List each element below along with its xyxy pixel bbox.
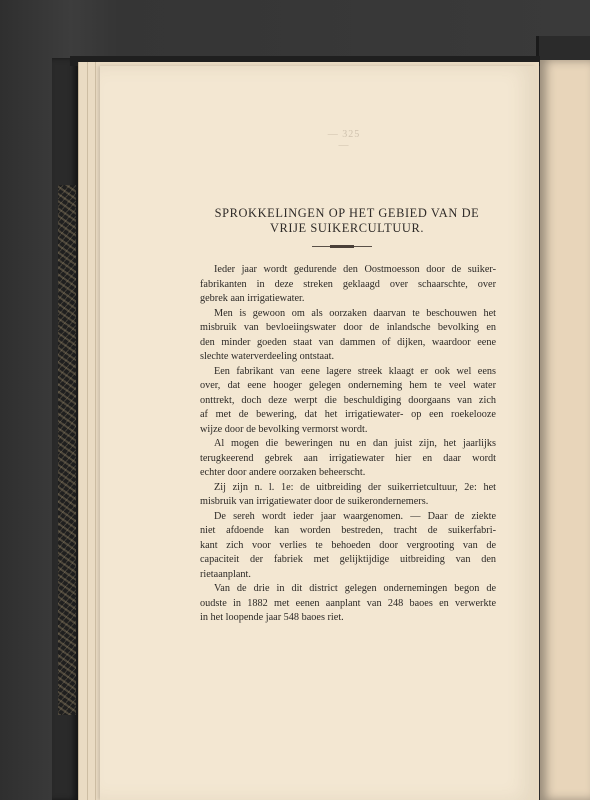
title-line-1: SPROKKELINGEN OP HET GEBIED VAN DE bbox=[214, 206, 480, 220]
body-line: terugkeerend gebrek aan irrigatiewater hier en daar wordt bbox=[200, 452, 496, 464]
body-line: onttrekt, doch deze werpt die beschuldiging doorgaans van zich bbox=[200, 394, 496, 406]
body-line: af met de bewering, dat het irrigatiewater- op een roekelooze bbox=[200, 409, 496, 420]
body-line: kant zich voor verlies te behoeden door vergrooting van de bbox=[200, 539, 496, 551]
adjacent-page bbox=[540, 60, 590, 800]
body-line: echter door andere oorzaken beheerscht. bbox=[200, 467, 366, 478]
body-line: Zij zijn n. l. 1e: de uitbreiding der suikerrietcultuur, 2e: het bbox=[214, 481, 496, 493]
body-line: De sereh wordt ieder jaar waargenomen. — Daar de ziekte bbox=[214, 510, 496, 522]
body-line: niet afdoende kan worden bestreden, tracht de suikerfabri- bbox=[200, 525, 496, 536]
body-line: den minder goeden staat van dammen of dijken, waardoor eene bbox=[200, 336, 496, 348]
body-line: misbruik van bevloeiingswater door de inlandsche bevolking en bbox=[200, 322, 496, 333]
body-line: misbruik van irrigatiewater door de suikerondernemers. bbox=[200, 496, 429, 507]
body-line: oudste in 1882 met eenen aanplant van 248 baoes en verwerkte bbox=[200, 597, 496, 609]
body-line: capaciteit der fabriek met gelijktijdige uitbreiding van den bbox=[200, 554, 496, 565]
body-line: Een fabrikant van eene lagere streek klaagt er ook wel eens bbox=[214, 365, 496, 377]
body-line: fabrikanten in deze streken geklaagd over schaarschte, over bbox=[200, 278, 496, 290]
body-line: rietaanplant. bbox=[200, 568, 251, 580]
body-line: Men is gewoon om als oorzaken daarvan te beschouwen het bbox=[214, 307, 496, 319]
body-line: Van de drie in dit district gelegen ondernemingen begon de bbox=[214, 583, 496, 594]
body-line: in het loopende jaar 548 baoes riet. bbox=[200, 612, 344, 623]
title-line-2: VRIJE SUIKERCULTUUR. bbox=[269, 221, 425, 235]
article-title bbox=[212, 206, 482, 236]
title-rule-ornament bbox=[312, 246, 372, 247]
page-number: — 325 — bbox=[327, 129, 361, 151]
body-line: Ieder jaar wordt gedurende den Oostmoesson door de suiker- bbox=[214, 264, 496, 275]
body-line: over, dat eene hooger gelegen onderneming hem te veel water bbox=[200, 380, 496, 391]
body-line: gebrek aan irrigatiewater. bbox=[200, 293, 305, 304]
body-line: wijze door de bevolking vermorst wordt. bbox=[200, 423, 368, 435]
body-line: slechte waterverdeeling ontstaat. bbox=[200, 351, 335, 362]
article-body bbox=[200, 263, 496, 626]
body-line: Al mogen die beweringen nu en dan juist zijn, het jaarlijks bbox=[214, 438, 496, 449]
marbled-edge-texture bbox=[58, 185, 76, 715]
